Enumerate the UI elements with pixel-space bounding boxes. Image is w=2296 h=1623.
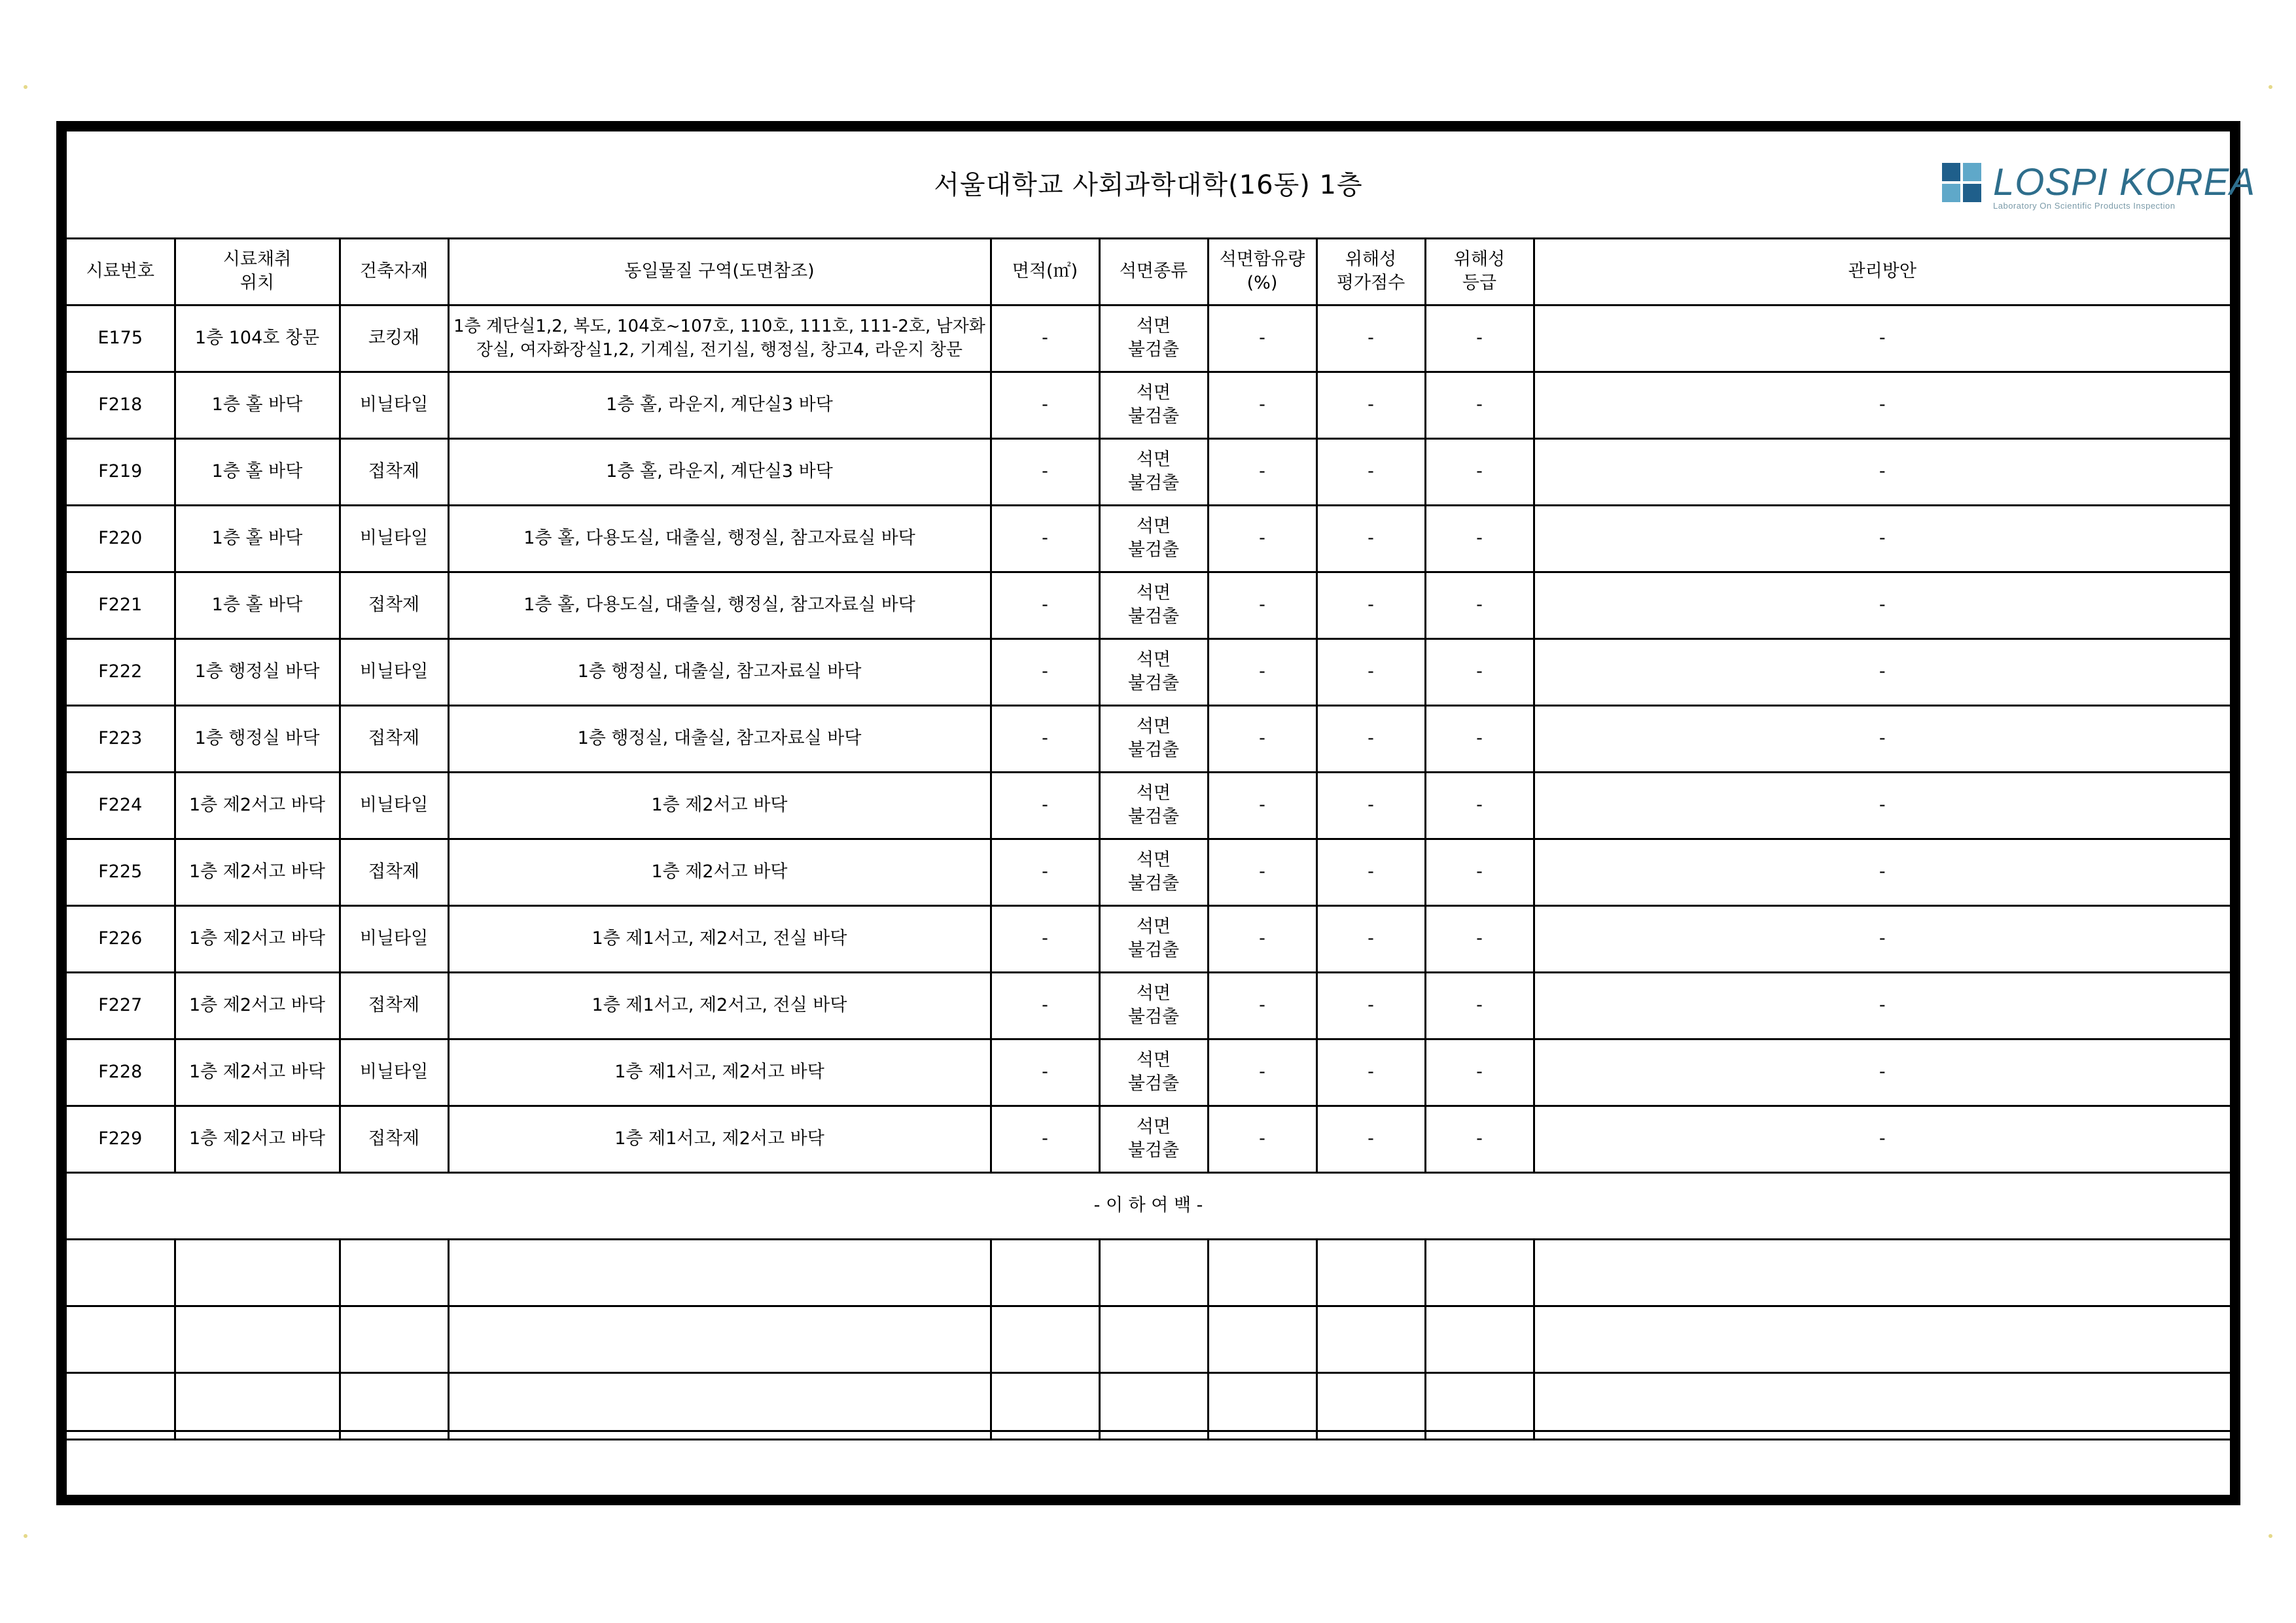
company-logo (1942, 161, 2256, 215)
table-row (67, 638, 2230, 705)
sample-location-cell: 1층 홀 바닥 (175, 505, 340, 572)
header-same-material-zone: 동일물질 구역(도면참조) (448, 239, 991, 305)
zone-cell: 1층 계단실1,2, 복도, 104호~107호, 110호, 111호, 111-2호, 남자화장실, 여자화장실1,2, 기계실, 전기실, 행정실, 창고4, 라운지 창문 (448, 305, 991, 372)
management-plan-cell: - (1534, 305, 2230, 372)
registration-mark (24, 1534, 27, 1538)
risk-grade-cell: - (1425, 772, 1534, 839)
material-cell: 비닐타일 (340, 638, 448, 705)
area-cell: - (991, 572, 1099, 638)
blank-row (67, 1306, 2230, 1372)
header-asbestos-type: 석면종류 (1099, 239, 1208, 305)
zone-cell: 1층 홀, 라운지, 계단실3 바닥 (448, 438, 991, 505)
blank-cell (1208, 1306, 1316, 1372)
risk-grade-cell: - (1425, 839, 1534, 905)
asbestos-content-cell: - (1208, 839, 1316, 905)
header-management-plan: 관리방안 (1534, 239, 2230, 305)
asbestos-type-cell: 석면 불검출 (1099, 438, 1208, 505)
blank-cell (991, 1372, 1099, 1439)
asbestos-content-cell: - (1208, 772, 1316, 839)
area-cell: - (991, 438, 1099, 505)
sample-no-cell: F224 (67, 772, 175, 839)
sample-location-cell: 1층 제2서고 바닥 (175, 972, 340, 1039)
area-cell: - (991, 305, 1099, 372)
registration-mark (24, 85, 27, 89)
sample-no-cell: F226 (67, 905, 175, 972)
management-plan-cell: - (1534, 1039, 2230, 1106)
asbestos-content-cell: - (1208, 638, 1316, 705)
blank-row (67, 1372, 2230, 1439)
material-cell: 비닐타일 (340, 905, 448, 972)
management-plan-cell: - (1534, 1106, 2230, 1172)
zone-cell: 1층 제1서고, 제2서고 바닥 (448, 1106, 991, 1172)
table-row (67, 305, 2230, 372)
asbestos-type-cell: 석면 불검출 (1099, 305, 1208, 372)
blank-cell (448, 1239, 991, 1306)
area-cell: - (991, 705, 1099, 772)
asbestos-type-cell: 석면 불검출 (1099, 772, 1208, 839)
header-sample-no: 시료번호 (67, 239, 175, 305)
blank-cell (1208, 1239, 1316, 1306)
risk-grade-cell: - (1425, 505, 1534, 572)
zone-cell: 1층 제2서고 바닥 (448, 772, 991, 839)
sample-no-cell: E175 (67, 305, 175, 372)
sample-no-cell: F218 (67, 372, 175, 438)
risk-score-cell: - (1316, 505, 1425, 572)
area-cell: - (991, 839, 1099, 905)
registration-mark (2269, 85, 2272, 89)
end-of-list-marker: - 이 하 여 백 - (67, 1172, 2230, 1239)
table-row (67, 1039, 2230, 1106)
zone-cell: 1층 행정실, 대출실, 참고자료실 바닥 (448, 705, 991, 772)
asbestos-type-cell: 석면 불검출 (1099, 972, 1208, 1039)
asbestos-content-cell: - (1208, 572, 1316, 638)
blank-cell (340, 1306, 448, 1372)
header-material: 건축자재 (340, 239, 448, 305)
risk-grade-cell: - (1425, 638, 1534, 705)
sample-location-cell: 1층 홀 바닥 (175, 438, 340, 505)
risk-grade-cell: - (1425, 372, 1534, 438)
asbestos-type-cell: 석면 불검출 (1099, 1106, 1208, 1172)
risk-score-cell: - (1316, 972, 1425, 1039)
blank-cell (1425, 1372, 1534, 1439)
risk-grade-cell: - (1425, 972, 1534, 1039)
material-cell: 접착제 (340, 705, 448, 772)
table-row (67, 839, 2230, 905)
header-asbestos-content: 석면함유량 (%) (1208, 239, 1316, 305)
asbestos-content-cell: - (1208, 705, 1316, 772)
blank-cell (340, 1372, 448, 1439)
risk-grade-cell: - (1425, 438, 1534, 505)
area-cell: - (991, 638, 1099, 705)
asbestos-survey-table (67, 239, 2230, 1440)
area-cell: - (991, 505, 1099, 572)
blank-cell (1208, 1372, 1316, 1439)
logo-squares-icon (1942, 163, 1983, 203)
material-cell: 비닐타일 (340, 505, 448, 572)
material-cell: 접착제 (340, 1106, 448, 1172)
document-frame (56, 121, 2256, 1505)
zone-cell: 1층 제1서고, 제2서고, 전실 바닥 (448, 972, 991, 1039)
asbestos-content-cell: - (1208, 305, 1316, 372)
zone-cell: 1층 제2서고 바닥 (448, 839, 991, 905)
risk-score-cell: - (1316, 905, 1425, 972)
risk-score-cell: - (1316, 372, 1425, 438)
blank-row (67, 1239, 2230, 1306)
blank-cell (1425, 1306, 1534, 1372)
management-plan-cell: - (1534, 972, 2230, 1039)
sample-no-cell: F225 (67, 839, 175, 905)
management-plan-cell: - (1534, 572, 2230, 638)
risk-score-cell: - (1316, 572, 1425, 638)
area-cell: - (991, 1039, 1099, 1106)
header-risk-grade: 위해성 등급 (1425, 239, 1534, 305)
sample-no-cell: F220 (67, 505, 175, 572)
blank-cell (1099, 1239, 1208, 1306)
area-cell: - (991, 1106, 1099, 1172)
management-plan-cell: - (1534, 772, 2230, 839)
registration-mark (2269, 1534, 2272, 1538)
sample-no-cell: F222 (67, 638, 175, 705)
management-plan-cell: - (1534, 705, 2230, 772)
zone-cell: 1층 제1서고, 제2서고, 전실 바닥 (448, 905, 991, 972)
blank-cell (1534, 1239, 2230, 1306)
sample-no-cell: F219 (67, 438, 175, 505)
management-plan-cell: - (1534, 905, 2230, 972)
table-row (67, 438, 2230, 505)
blank-cell (1425, 1239, 1534, 1306)
management-plan-cell: - (1534, 438, 2230, 505)
area-cell: - (991, 772, 1099, 839)
management-plan-cell: - (1534, 638, 2230, 705)
blank-cell (175, 1372, 340, 1439)
blank-cell (67, 1372, 175, 1439)
asbestos-type-cell: 석면 불검출 (1099, 505, 1208, 572)
risk-grade-cell: - (1425, 1039, 1534, 1106)
sample-location-cell: 1층 제2서고 바닥 (175, 1106, 340, 1172)
end-of-list-row (67, 1172, 2230, 1239)
sample-location-cell: 1층 104호 창문 (175, 305, 340, 372)
blank-cell (448, 1372, 991, 1439)
zone-cell: 1층 홀, 다용도실, 대출실, 행정실, 참고자료실 바닥 (448, 572, 991, 638)
sample-location-cell: 1층 제2서고 바닥 (175, 1039, 340, 1106)
risk-score-cell: - (1316, 438, 1425, 505)
page-title: 서울대학교 사회과학대학(16동) 1층 (934, 170, 1363, 200)
risk-grade-cell: - (1425, 705, 1534, 772)
zone-cell: 1층 홀, 다용도실, 대출실, 행정실, 참고자료실 바닥 (448, 505, 991, 572)
table-row (67, 972, 2230, 1039)
risk-score-cell: - (1316, 1039, 1425, 1106)
sample-location-cell: 1층 제2서고 바닥 (175, 905, 340, 972)
management-plan-cell: - (1534, 505, 2230, 572)
risk-grade-cell: - (1425, 905, 1534, 972)
blank-cell (448, 1306, 991, 1372)
material-cell: 비닐타일 (340, 1039, 448, 1106)
asbestos-content-cell: - (1208, 1039, 1316, 1106)
sample-location-cell: 1층 제2서고 바닥 (175, 772, 340, 839)
table-header-row (67, 239, 2230, 305)
blank-cell (991, 1239, 1099, 1306)
sample-location-cell: 1층 제2서고 바닥 (175, 839, 340, 905)
sample-location-cell: 1층 홀 바닥 (175, 572, 340, 638)
asbestos-type-cell: 석면 불검출 (1099, 572, 1208, 638)
material-cell: 접착제 (340, 839, 448, 905)
asbestos-content-cell: - (1208, 972, 1316, 1039)
area-cell: - (991, 372, 1099, 438)
blank-cell (1099, 1306, 1208, 1372)
blank-cell (340, 1239, 448, 1306)
sample-no-cell: F227 (67, 972, 175, 1039)
sample-no-cell: F221 (67, 572, 175, 638)
blank-cell (175, 1239, 340, 1306)
header-risk-score: 위해성 평가점수 (1316, 239, 1425, 305)
risk-score-cell: - (1316, 305, 1425, 372)
logo-name: LOSPI KOREA (1993, 161, 2256, 203)
risk-grade-cell: - (1425, 1106, 1534, 1172)
table-body (67, 305, 2230, 1439)
sample-location-cell: 1층 행정실 바닥 (175, 638, 340, 705)
table-row (67, 905, 2230, 972)
footer-blank-area (67, 1430, 2230, 1495)
asbestos-type-cell: 석면 불검출 (1099, 839, 1208, 905)
blank-cell (67, 1306, 175, 1372)
material-cell: 접착제 (340, 972, 448, 1039)
logo-tagline: Laboratory On Scientific Products Inspection (1993, 201, 2176, 211)
table-row (67, 772, 2230, 839)
risk-grade-cell: - (1425, 572, 1534, 638)
asbestos-type-cell: 석면 불검출 (1099, 905, 1208, 972)
risk-grade-cell: - (1425, 305, 1534, 372)
blank-cell (1316, 1306, 1425, 1372)
title-row (67, 131, 2256, 239)
asbestos-content-cell: - (1208, 372, 1316, 438)
risk-score-cell: - (1316, 772, 1425, 839)
asbestos-content-cell: - (1208, 438, 1316, 505)
blank-cell (1316, 1239, 1425, 1306)
risk-score-cell: - (1316, 839, 1425, 905)
asbestos-content-cell: - (1208, 905, 1316, 972)
sample-location-cell: 1층 행정실 바닥 (175, 705, 340, 772)
material-cell: 비닐타일 (340, 772, 448, 839)
sample-no-cell: F223 (67, 705, 175, 772)
asbestos-content-cell: - (1208, 505, 1316, 572)
asbestos-type-cell: 석면 불검출 (1099, 1039, 1208, 1106)
zone-cell: 1층 홀, 라운지, 계단실3 바닥 (448, 372, 991, 438)
asbestos-content-cell: - (1208, 1106, 1316, 1172)
table-row (67, 372, 2230, 438)
blank-cell (991, 1306, 1099, 1372)
risk-score-cell: - (1316, 705, 1425, 772)
blank-cell (67, 1239, 175, 1306)
table-row (67, 505, 2230, 572)
table-row (67, 572, 2230, 638)
area-cell: - (991, 972, 1099, 1039)
zone-cell: 1층 행정실, 대출실, 참고자료실 바닥 (448, 638, 991, 705)
management-plan-cell: - (1534, 839, 2230, 905)
blank-cell (175, 1306, 340, 1372)
blank-cell (1534, 1372, 2230, 1439)
zone-cell: 1층 제1서고, 제2서고 바닥 (448, 1039, 991, 1106)
material-cell: 비닐타일 (340, 372, 448, 438)
blank-cell (1099, 1372, 1208, 1439)
material-cell: 접착제 (340, 572, 448, 638)
risk-score-cell: - (1316, 1106, 1425, 1172)
asbestos-type-cell: 석면 불검출 (1099, 372, 1208, 438)
sample-location-cell: 1층 홀 바닥 (175, 372, 340, 438)
header-sample-location: 시료채취 위치 (175, 239, 340, 305)
table-row (67, 705, 2230, 772)
management-plan-cell: - (1534, 372, 2230, 438)
table-row (67, 1106, 2230, 1172)
risk-score-cell: - (1316, 638, 1425, 705)
sample-no-cell: F228 (67, 1039, 175, 1106)
area-cell: - (991, 905, 1099, 972)
material-cell: 접착제 (340, 438, 448, 505)
asbestos-type-cell: 석면 불검출 (1099, 638, 1208, 705)
header-area: 면적(㎡) (991, 239, 1099, 305)
asbestos-type-cell: 석면 불검출 (1099, 705, 1208, 772)
blank-cell (1534, 1306, 2230, 1372)
sample-no-cell: F229 (67, 1106, 175, 1172)
material-cell: 코킹재 (340, 305, 448, 372)
blank-cell (1316, 1372, 1425, 1439)
